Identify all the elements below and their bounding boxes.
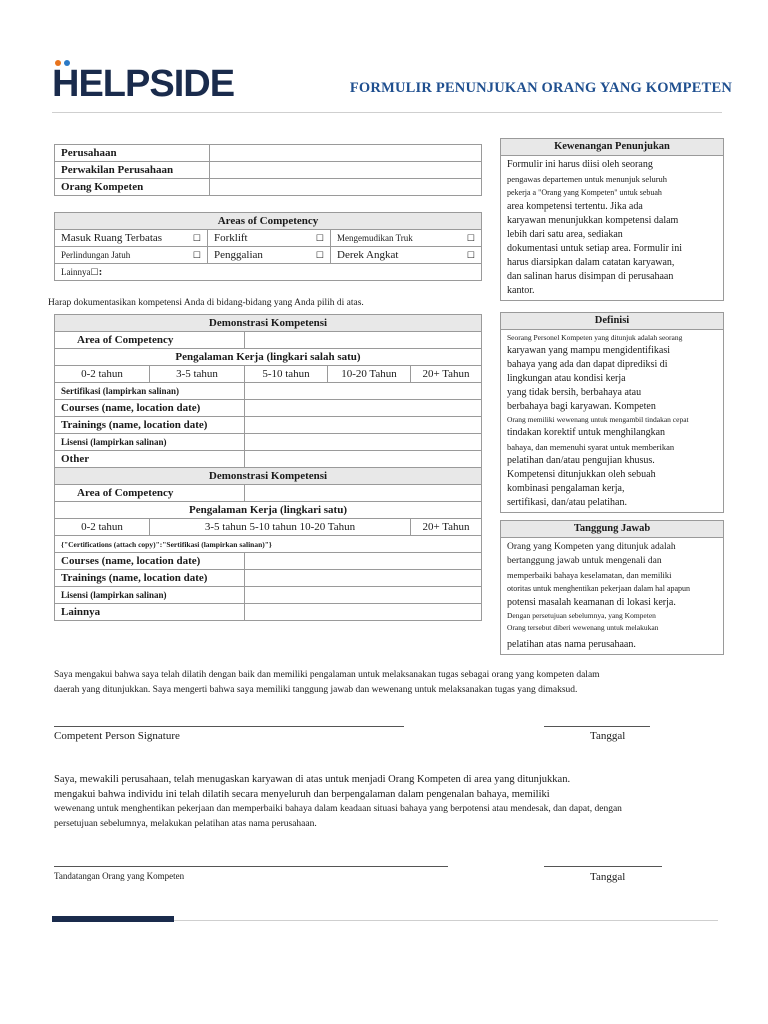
table-row [55,264,482,281]
competent-person-label: Orang Kompeten [55,179,210,196]
license-label: Lisensi (lampirkan salinan) [55,587,245,604]
demo-title: Demonstrasi Kompetensi [55,468,482,485]
experience-title: Pengalaman Kerja (lingkari salah satu) [55,349,482,366]
signature-line[interactable] [54,726,404,727]
company-rep-field[interactable] [210,162,482,179]
area-option[interactable] [208,247,331,264]
footer-rule [174,920,718,921]
date-line[interactable] [544,866,662,867]
text-line: kantor. [507,285,535,296]
text-line: Seorang Personel Kompeten yang ditunjuk adalah seorang [507,333,683,342]
text-line: tindakan korektif untuk menghilangkan [507,427,666,438]
text-line: memperbaiki bahaya keselamatan, dan memiliki [507,570,672,580]
text-line: karyawan menunjukkan kompetensi dalam [507,215,679,226]
date-label: Tanggal [590,871,626,883]
text-line: lingkungan atau kondisi kerja [507,373,626,384]
license-label: Lisensi (lampirkan salinan) [55,434,245,451]
table-row [55,332,482,349]
experience-title: Pengalaman Kerja (lingkari satu) [55,502,482,519]
text-line: bertanggung jawab untuk mengenali dan [507,556,662,566]
table-row [55,145,482,162]
header-divider [52,112,722,113]
area-option[interactable] [331,247,482,264]
other-field[interactable] [245,604,482,621]
text-line: daerah yang ditunjukkan. Saya mengerti bahwa saya memiliki tanggung jawab dan wewenang untuk melaksanakan tugas yang dimaksud. [54,685,578,695]
company-field[interactable] [210,145,482,162]
text-line: otoritas untuk menghentikan pekerjaan dalam hal apapun [507,584,691,593]
areas-title: Areas of Competency [55,213,482,230]
text-line: yang tidak bersih, berbahaya atau [507,387,642,398]
area-option[interactable] [331,230,482,247]
table-row [55,570,482,587]
text-line: area kompetensi tertentu. Jika ada [507,201,643,212]
table-row [55,604,482,621]
trainings-field[interactable] [245,570,482,587]
table-row [55,553,482,570]
table-row [55,587,482,604]
authority-body [501,156,723,300]
responsibility-body [501,538,723,654]
text-line: berbahaya bagi karyawan. Kompeten [507,401,656,412]
area-field[interactable] [245,485,482,502]
authority-box [500,138,724,301]
certification-label: {"Certifications (attach copy)":"Sertifikasi (lampirkan salinan)"} [55,536,482,553]
certification-label: Sertifikasi (lampirkan salinan) [55,383,245,400]
text-line: Saya mengakui bahwa saya telah dilatih dengan baik dan memiliki pengalaman untuk melaksanakan tugas sebagai orang yang kompeten dalam [54,670,600,680]
text-line: karyawan yang mampu mengidentifikasi [507,345,671,356]
area-option[interactable] [208,230,331,247]
other-label: Other [55,451,245,468]
area-option[interactable] [55,247,208,264]
signature-label: Competent Person Signature [54,730,180,742]
acknowledgement-text [54,668,724,698]
checkbox-icon[interactable]: ☐ [192,249,201,260]
experience-option[interactable]: 3-5 tahun 5-10 tahun 10-20 Tahun [150,519,411,536]
company-info-table [54,144,482,196]
table-row [55,400,482,417]
text-line: bahaya, dan memenuhi syarat untuk memberikan [507,442,675,452]
area-field[interactable] [245,332,482,349]
logo-text: HELPSIDE [52,63,235,105]
page-title: FORMULIR PENUNJUKAN ORANG YANG KOMPETEN [349,80,732,96]
signature-label: Tandatangan Orang yang Kompeten [54,871,185,881]
demo-title: Demonstrasi Kompetensi [55,315,482,332]
area-label: Area of Competency [55,332,245,349]
area-other-label: Lainnya [61,266,91,277]
definition-title: Definisi [501,313,723,330]
text-line: kombinasi pengalaman kerja, [507,483,625,494]
responsibility-title: Tanggung Jawab [501,521,723,538]
table-row [55,247,482,264]
courses-field[interactable] [245,400,482,417]
courses-field[interactable] [245,553,482,570]
other-label: Lainnya [55,604,245,621]
courses-label: Courses (name, location date) [55,553,245,570]
company-statement-text [54,772,724,832]
experience-option[interactable]: 10-20 Tahun [328,366,411,383]
text-line: pelatihan atas nama perusahaan. [507,639,636,650]
trainings-label: Trainings (name, location date) [55,570,245,587]
definition-box [500,312,724,513]
license-field[interactable] [245,434,482,451]
authority-title: Kewenangan Penunjukan [501,139,723,156]
footer-accent-bar [52,916,174,922]
area-other[interactable]: Lainnya☐: [55,264,482,281]
courses-label: Courses (name, location date) [55,400,245,417]
checkbox-icon[interactable]: ☐ [315,232,324,243]
text-line: dan salinan harus disimpan di perusahaan [507,271,674,282]
competent-person-field[interactable] [210,179,482,196]
table-row [55,434,482,451]
area-label: Derek Angkat [337,248,399,261]
signature-line[interactable] [54,866,448,867]
company-label: Perusahaan [55,145,210,162]
license-field[interactable] [245,587,482,604]
checkbox-icon[interactable]: ☐ [192,232,201,243]
table-row [55,417,482,434]
table-row [55,451,482,468]
trainings-label: Trainings (name, location date) [55,417,245,434]
definition-body [501,330,723,512]
company-rep-label: Perwakilan Perusahaan [55,162,210,179]
text-line: Saya, mewakili perusahaan, telah menugaskan karyawan di atas untuk menjadi Orang Kompeten di area yang ditunjukkan. [54,774,571,785]
table-row [55,536,482,553]
table-row [55,485,482,502]
checkbox-icon[interactable]: ☐ [90,266,99,277]
date-label: Tanggal [590,730,626,742]
table-row [55,162,482,179]
area-label: Forklift [214,231,248,244]
experience-option[interactable]: 0-2 tahun [55,366,150,383]
area-label: Area of Competency [55,485,245,502]
area-label: Masuk Ruang Terbatas [61,231,163,244]
area-option[interactable] [55,230,208,247]
area-label: Penggalian [214,248,263,261]
experience-option[interactable]: 20+ Tahun [411,366,482,383]
text-line: pekerja a "Orang yang Kompeten" untuk sebuah [507,188,662,197]
area-label: Perlindungan Jatuh [61,249,131,260]
trainings-field[interactable] [245,417,482,434]
text-line: pelatihan dan/atau pengujian khusus. [507,455,655,466]
certification-field[interactable] [245,383,482,400]
text-line: Orang memiliki wewenang untuk mengambil tindakan cepat [507,415,689,424]
text-line: persetujuan sebelumnya, melakukan pelatihan atas nama perusahaan. [54,819,317,829]
text-line: Kompetensi ditunjukkan oleh sebuah [507,469,656,480]
text-line: Orang yang Kompeten yang ditunjuk adalah [507,542,676,552]
text-line: lebih dari satu area, sediakan [507,229,623,240]
text-line: potensi masalah keamanan di lokasi kerja. [507,597,676,608]
area-label: Mengemudikan Truk [337,232,413,243]
table-row [55,230,482,247]
text-line: sertifikasi, dan/atau pelatihan. [507,497,627,508]
text-line: Orang tersebut diberi wewenang untuk melakukan [507,623,659,632]
date-line[interactable] [544,726,650,727]
text-line: dokumentasi untuk setiap area. Formulir ini [507,243,682,254]
checkbox-icon[interactable]: ☐ [466,232,475,243]
areas-table [54,212,482,281]
text-line: bahaya yang ada dan dapat diprediksi di [507,359,668,370]
checkbox-icon[interactable]: ☐ [315,249,324,260]
table-row [55,519,482,536]
experience-option[interactable]: 20+ Tahun [411,519,482,536]
text-line: Formulir ini harus diisi oleh seorang [507,159,653,170]
text-line: pengawas departemen untuk menunjuk seluruh [507,174,668,184]
experience-option[interactable]: 0-2 tahun [55,519,150,536]
table-row [55,366,482,383]
helpside-logo [52,60,252,104]
text-line: mengakui bahwa individu ini telah dilatih secara menyeluruh dan berpengalaman dalam pengenalan bahaya, memiliki [54,789,550,800]
text-line: Dengan persetujuan sebelumnya, yang Kompeten [507,611,656,620]
checkbox-icon[interactable]: ☐ [466,249,475,260]
text-line: wewenang untuk menghentikan pekerjaan dan memperbaiki bahaya dalam keadaan situasi bahaya yang berpotensi atau mendesak, dan dapat, dengan [54,804,622,814]
experience-option[interactable]: 3-5 tahun [150,366,245,383]
other-field[interactable] [245,451,482,468]
table-row [55,179,482,196]
responsibility-box [500,520,724,655]
instruction-text: Harap dokumentasikan kompetensi Anda di bidang-bidang yang Anda pilih di atas. [48,298,364,308]
text-line: harus diarsipkan dalam catatan karyawan, [507,257,675,268]
experience-option[interactable]: 5-10 tahun [245,366,328,383]
competency-demo-table [54,314,482,621]
table-row [55,383,482,400]
